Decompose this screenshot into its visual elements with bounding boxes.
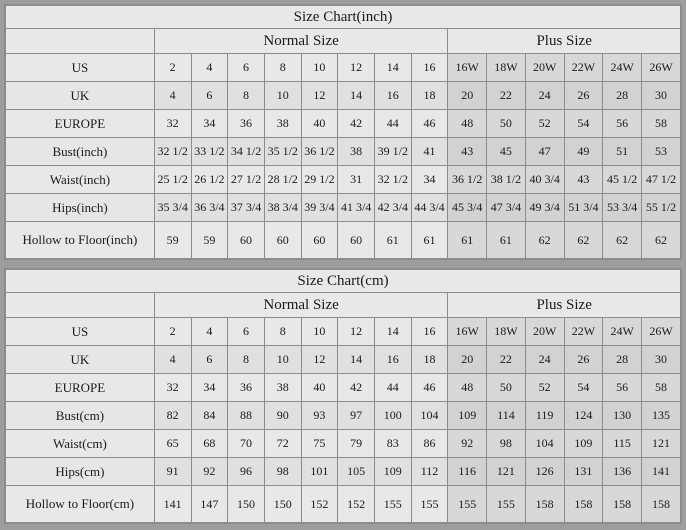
table-cell: 58 <box>642 374 681 402</box>
table-cell: 14 <box>338 82 375 110</box>
table-cell: 30 <box>642 82 681 110</box>
table-row <box>6 318 681 346</box>
table-cell: 136 <box>603 458 642 486</box>
table-cell: 12 <box>301 82 338 110</box>
table-cell: 32 1/2 <box>154 138 191 166</box>
table-cell: 52 <box>525 110 564 138</box>
row-label: Hips(cm) <box>6 458 155 486</box>
table-cell: 70 <box>228 430 265 458</box>
table-cell: 141 <box>642 458 681 486</box>
table-cell: 158 <box>603 486 642 523</box>
table-cell: 28 <box>603 346 642 374</box>
table-cell: 28 1/2 <box>264 166 301 194</box>
table-cell: 24 <box>525 82 564 110</box>
row-label: Waist(inch) <box>6 166 155 194</box>
table-cell: 97 <box>338 402 375 430</box>
row-label: UK <box>6 82 155 110</box>
table-cell: 60 <box>301 222 338 259</box>
row-label: Bust(inch) <box>6 138 155 166</box>
table-cell: 32 <box>154 110 191 138</box>
table-cell: 147 <box>191 486 228 523</box>
table-cell: 55 1/2 <box>642 194 681 222</box>
table-cell: 61 <box>487 222 526 259</box>
table-cell: 56 <box>603 374 642 402</box>
table-cell: 61 <box>374 222 411 259</box>
table-cell: 45 <box>487 138 526 166</box>
table-cell: 20W <box>525 318 564 346</box>
table-cell: 100 <box>374 402 411 430</box>
table-cell: 43 <box>448 138 487 166</box>
table-cell: 84 <box>191 402 228 430</box>
table-cell: 158 <box>525 486 564 523</box>
table-cell: 48 <box>448 110 487 138</box>
table-cell: 8 <box>228 346 265 374</box>
table-cell: 152 <box>301 486 338 523</box>
table-row <box>6 458 681 486</box>
row-label: US <box>6 318 155 346</box>
table-cell: 12 <box>338 318 375 346</box>
table-cell: 10 <box>301 54 338 82</box>
table-cell: 90 <box>264 402 301 430</box>
table-cell: 51 3/4 <box>564 194 603 222</box>
table-cell: 24W <box>603 54 642 82</box>
table-cell: 62 <box>603 222 642 259</box>
table-cell: 12 <box>338 54 375 82</box>
table-cell: 6 <box>191 82 228 110</box>
table-cell: 40 3/4 <box>525 166 564 194</box>
table-cell: 4 <box>154 82 191 110</box>
table-cell: 116 <box>448 458 487 486</box>
table-cell: 61 <box>448 222 487 259</box>
table-cell: 39 3/4 <box>301 194 338 222</box>
table-cell: 104 <box>525 430 564 458</box>
table-cell: 109 <box>448 402 487 430</box>
group-header-spacer <box>6 293 155 318</box>
table-cell: 18W <box>487 54 526 82</box>
row-label: UK <box>6 346 155 374</box>
row-label: EUROPE <box>6 110 155 138</box>
table-cell: 24W <box>603 318 642 346</box>
table-cell: 14 <box>374 54 411 82</box>
table-cell: 88 <box>228 402 265 430</box>
table-cell: 6 <box>228 54 265 82</box>
table-cell: 44 3/4 <box>411 194 448 222</box>
chart-title: Size Chart(cm) <box>6 270 681 293</box>
table-cell: 22 <box>487 82 526 110</box>
group-header-row <box>6 29 681 54</box>
table-cell: 41 3/4 <box>338 194 375 222</box>
table-cell: 36 1/2 <box>448 166 487 194</box>
size-chart-cm <box>4 268 682 524</box>
table-cell: 6 <box>191 346 228 374</box>
row-label: Hollow to Floor(cm) <box>6 486 155 523</box>
table-cell: 25 1/2 <box>154 166 191 194</box>
table-cell: 26W <box>642 318 681 346</box>
table-cell: 51 <box>603 138 642 166</box>
table-cell: 16 <box>374 82 411 110</box>
table-row <box>6 138 681 166</box>
table-cell: 14 <box>374 318 411 346</box>
group-header-normal-size: Normal Size <box>154 293 448 318</box>
table-cell: 130 <box>603 402 642 430</box>
table-cell: 46 <box>411 110 448 138</box>
table-cell: 6 <box>228 318 265 346</box>
table-cell: 28 <box>603 82 642 110</box>
table-cell: 62 <box>525 222 564 259</box>
table-cell: 61 <box>411 222 448 259</box>
table-cell: 18 <box>411 346 448 374</box>
table-cell: 41 <box>411 138 448 166</box>
table-row <box>6 194 681 222</box>
table-cell: 68 <box>191 430 228 458</box>
table-cell: 62 <box>564 222 603 259</box>
row-label: Hollow to Floor(inch) <box>6 222 155 259</box>
size-table <box>5 269 681 523</box>
table-cell: 20W <box>525 54 564 82</box>
table-cell: 53 <box>642 138 681 166</box>
table-cell: 30 <box>642 346 681 374</box>
table-cell: 114 <box>487 402 526 430</box>
table-cell: 59 <box>191 222 228 259</box>
table-cell: 91 <box>154 458 191 486</box>
table-cell: 62 <box>642 222 681 259</box>
table-cell: 40 <box>301 110 338 138</box>
table-cell: 92 <box>191 458 228 486</box>
table-cell: 83 <box>374 430 411 458</box>
table-cell: 121 <box>642 430 681 458</box>
table-cell: 150 <box>264 486 301 523</box>
table-cell: 35 1/2 <box>264 138 301 166</box>
table-cell: 26 1/2 <box>191 166 228 194</box>
table-cell: 16W <box>448 54 487 82</box>
table-cell: 35 3/4 <box>154 194 191 222</box>
table-cell: 33 1/2 <box>191 138 228 166</box>
table-cell: 124 <box>564 402 603 430</box>
table-cell: 16 <box>411 318 448 346</box>
row-label: EUROPE <box>6 374 155 402</box>
table-cell: 38 <box>338 138 375 166</box>
table-cell: 18 <box>411 82 448 110</box>
group-header-row <box>6 293 681 318</box>
table-cell: 72 <box>264 430 301 458</box>
group-header-spacer <box>6 29 155 54</box>
table-cell: 112 <box>411 458 448 486</box>
table-cell: 141 <box>154 486 191 523</box>
table-cell: 39 1/2 <box>374 138 411 166</box>
table-cell: 8 <box>228 82 265 110</box>
table-cell: 50 <box>487 110 526 138</box>
table-cell: 8 <box>264 54 301 82</box>
table-cell: 42 3/4 <box>374 194 411 222</box>
group-header-normal-size: Normal Size <box>154 29 448 54</box>
table-cell: 49 3/4 <box>525 194 564 222</box>
table-cell: 38 1/2 <box>487 166 526 194</box>
table-cell: 2 <box>154 318 191 346</box>
table-cell: 34 1/2 <box>228 138 265 166</box>
table-cell: 75 <box>301 430 338 458</box>
group-header-plus-size: Plus Size <box>448 293 681 318</box>
table-cell: 47 3/4 <box>487 194 526 222</box>
table-cell: 98 <box>487 430 526 458</box>
table-cell: 65 <box>154 430 191 458</box>
table-cell: 20 <box>448 346 487 374</box>
table-row <box>6 346 681 374</box>
table-cell: 60 <box>228 222 265 259</box>
table-cell: 34 <box>191 374 228 402</box>
table-cell: 44 <box>374 374 411 402</box>
table-cell: 109 <box>374 458 411 486</box>
table-cell: 152 <box>338 486 375 523</box>
table-cell: 20 <box>448 82 487 110</box>
table-cell: 53 3/4 <box>603 194 642 222</box>
table-cell: 115 <box>603 430 642 458</box>
table-cell: 56 <box>603 110 642 138</box>
table-cell: 135 <box>642 402 681 430</box>
chart-title-row <box>6 6 681 29</box>
table-cell: 32 <box>154 374 191 402</box>
table-cell: 16W <box>448 318 487 346</box>
row-label: Bust(cm) <box>6 402 155 430</box>
table-cell: 16 <box>411 54 448 82</box>
table-cell: 96 <box>228 458 265 486</box>
table-cell: 4 <box>191 318 228 346</box>
table-cell: 22 <box>487 346 526 374</box>
table-row <box>6 110 681 138</box>
table-cell: 58 <box>642 110 681 138</box>
table-cell: 45 1/2 <box>603 166 642 194</box>
row-label: Hips(inch) <box>6 194 155 222</box>
table-cell: 38 <box>264 374 301 402</box>
table-cell: 22W <box>564 318 603 346</box>
table-cell: 37 3/4 <box>228 194 265 222</box>
table-cell: 8 <box>264 318 301 346</box>
table-row <box>6 486 681 523</box>
table-cell: 155 <box>374 486 411 523</box>
table-cell: 46 <box>411 374 448 402</box>
table-cell: 26W <box>642 54 681 82</box>
table-cell: 93 <box>301 402 338 430</box>
table-cell: 86 <box>411 430 448 458</box>
table-cell: 24 <box>525 346 564 374</box>
table-cell: 16 <box>374 346 411 374</box>
table-cell: 38 <box>264 110 301 138</box>
table-cell: 40 <box>301 374 338 402</box>
table-cell: 150 <box>228 486 265 523</box>
table-cell: 42 <box>338 110 375 138</box>
size-chart-inch <box>4 4 682 260</box>
table-cell: 126 <box>525 458 564 486</box>
table-cell: 60 <box>264 222 301 259</box>
table-row <box>6 54 681 82</box>
table-cell: 49 <box>564 138 603 166</box>
size-table <box>5 5 681 259</box>
table-cell: 4 <box>191 54 228 82</box>
table-cell: 131 <box>564 458 603 486</box>
chart-title: Size Chart(inch) <box>6 6 681 29</box>
row-label: Waist(cm) <box>6 430 155 458</box>
table-cell: 18W <box>487 318 526 346</box>
table-cell: 42 <box>338 374 375 402</box>
table-cell: 121 <box>487 458 526 486</box>
table-cell: 44 <box>374 110 411 138</box>
table-cell: 50 <box>487 374 526 402</box>
table-cell: 98 <box>264 458 301 486</box>
table-cell: 12 <box>301 346 338 374</box>
row-label: US <box>6 54 155 82</box>
table-cell: 22W <box>564 54 603 82</box>
table-row <box>6 222 681 259</box>
table-cell: 43 <box>564 166 603 194</box>
table-cell: 82 <box>154 402 191 430</box>
table-cell: 155 <box>448 486 487 523</box>
table-cell: 101 <box>301 458 338 486</box>
table-row <box>6 166 681 194</box>
table-cell: 92 <box>448 430 487 458</box>
table-cell: 54 <box>564 374 603 402</box>
table-cell: 36 <box>228 374 265 402</box>
table-cell: 10 <box>301 318 338 346</box>
group-header-plus-size: Plus Size <box>448 29 681 54</box>
table-row <box>6 402 681 430</box>
table-cell: 47 1/2 <box>642 166 681 194</box>
table-cell: 26 <box>564 346 603 374</box>
table-cell: 31 <box>338 166 375 194</box>
table-cell: 36 <box>228 110 265 138</box>
table-cell: 79 <box>338 430 375 458</box>
table-cell: 36 3/4 <box>191 194 228 222</box>
table-cell: 52 <box>525 374 564 402</box>
chart-title-row <box>6 270 681 293</box>
table-cell: 119 <box>525 402 564 430</box>
table-cell: 54 <box>564 110 603 138</box>
table-cell: 105 <box>338 458 375 486</box>
table-cell: 32 1/2 <box>374 166 411 194</box>
table-cell: 2 <box>154 54 191 82</box>
table-cell: 14 <box>338 346 375 374</box>
table-cell: 36 1/2 <box>301 138 338 166</box>
table-cell: 155 <box>411 486 448 523</box>
table-cell: 109 <box>564 430 603 458</box>
table-cell: 59 <box>154 222 191 259</box>
table-cell: 4 <box>154 346 191 374</box>
table-cell: 29 1/2 <box>301 166 338 194</box>
table-row <box>6 82 681 110</box>
table-cell: 158 <box>564 486 603 523</box>
table-row <box>6 374 681 402</box>
table-cell: 104 <box>411 402 448 430</box>
table-cell: 27 1/2 <box>228 166 265 194</box>
table-cell: 10 <box>264 346 301 374</box>
table-row <box>6 430 681 458</box>
table-cell: 158 <box>642 486 681 523</box>
table-cell: 60 <box>338 222 375 259</box>
table-cell: 47 <box>525 138 564 166</box>
table-cell: 34 <box>191 110 228 138</box>
table-cell: 48 <box>448 374 487 402</box>
table-cell: 155 <box>487 486 526 523</box>
table-cell: 26 <box>564 82 603 110</box>
table-cell: 34 <box>411 166 448 194</box>
table-cell: 10 <box>264 82 301 110</box>
table-cell: 45 3/4 <box>448 194 487 222</box>
table-cell: 38 3/4 <box>264 194 301 222</box>
